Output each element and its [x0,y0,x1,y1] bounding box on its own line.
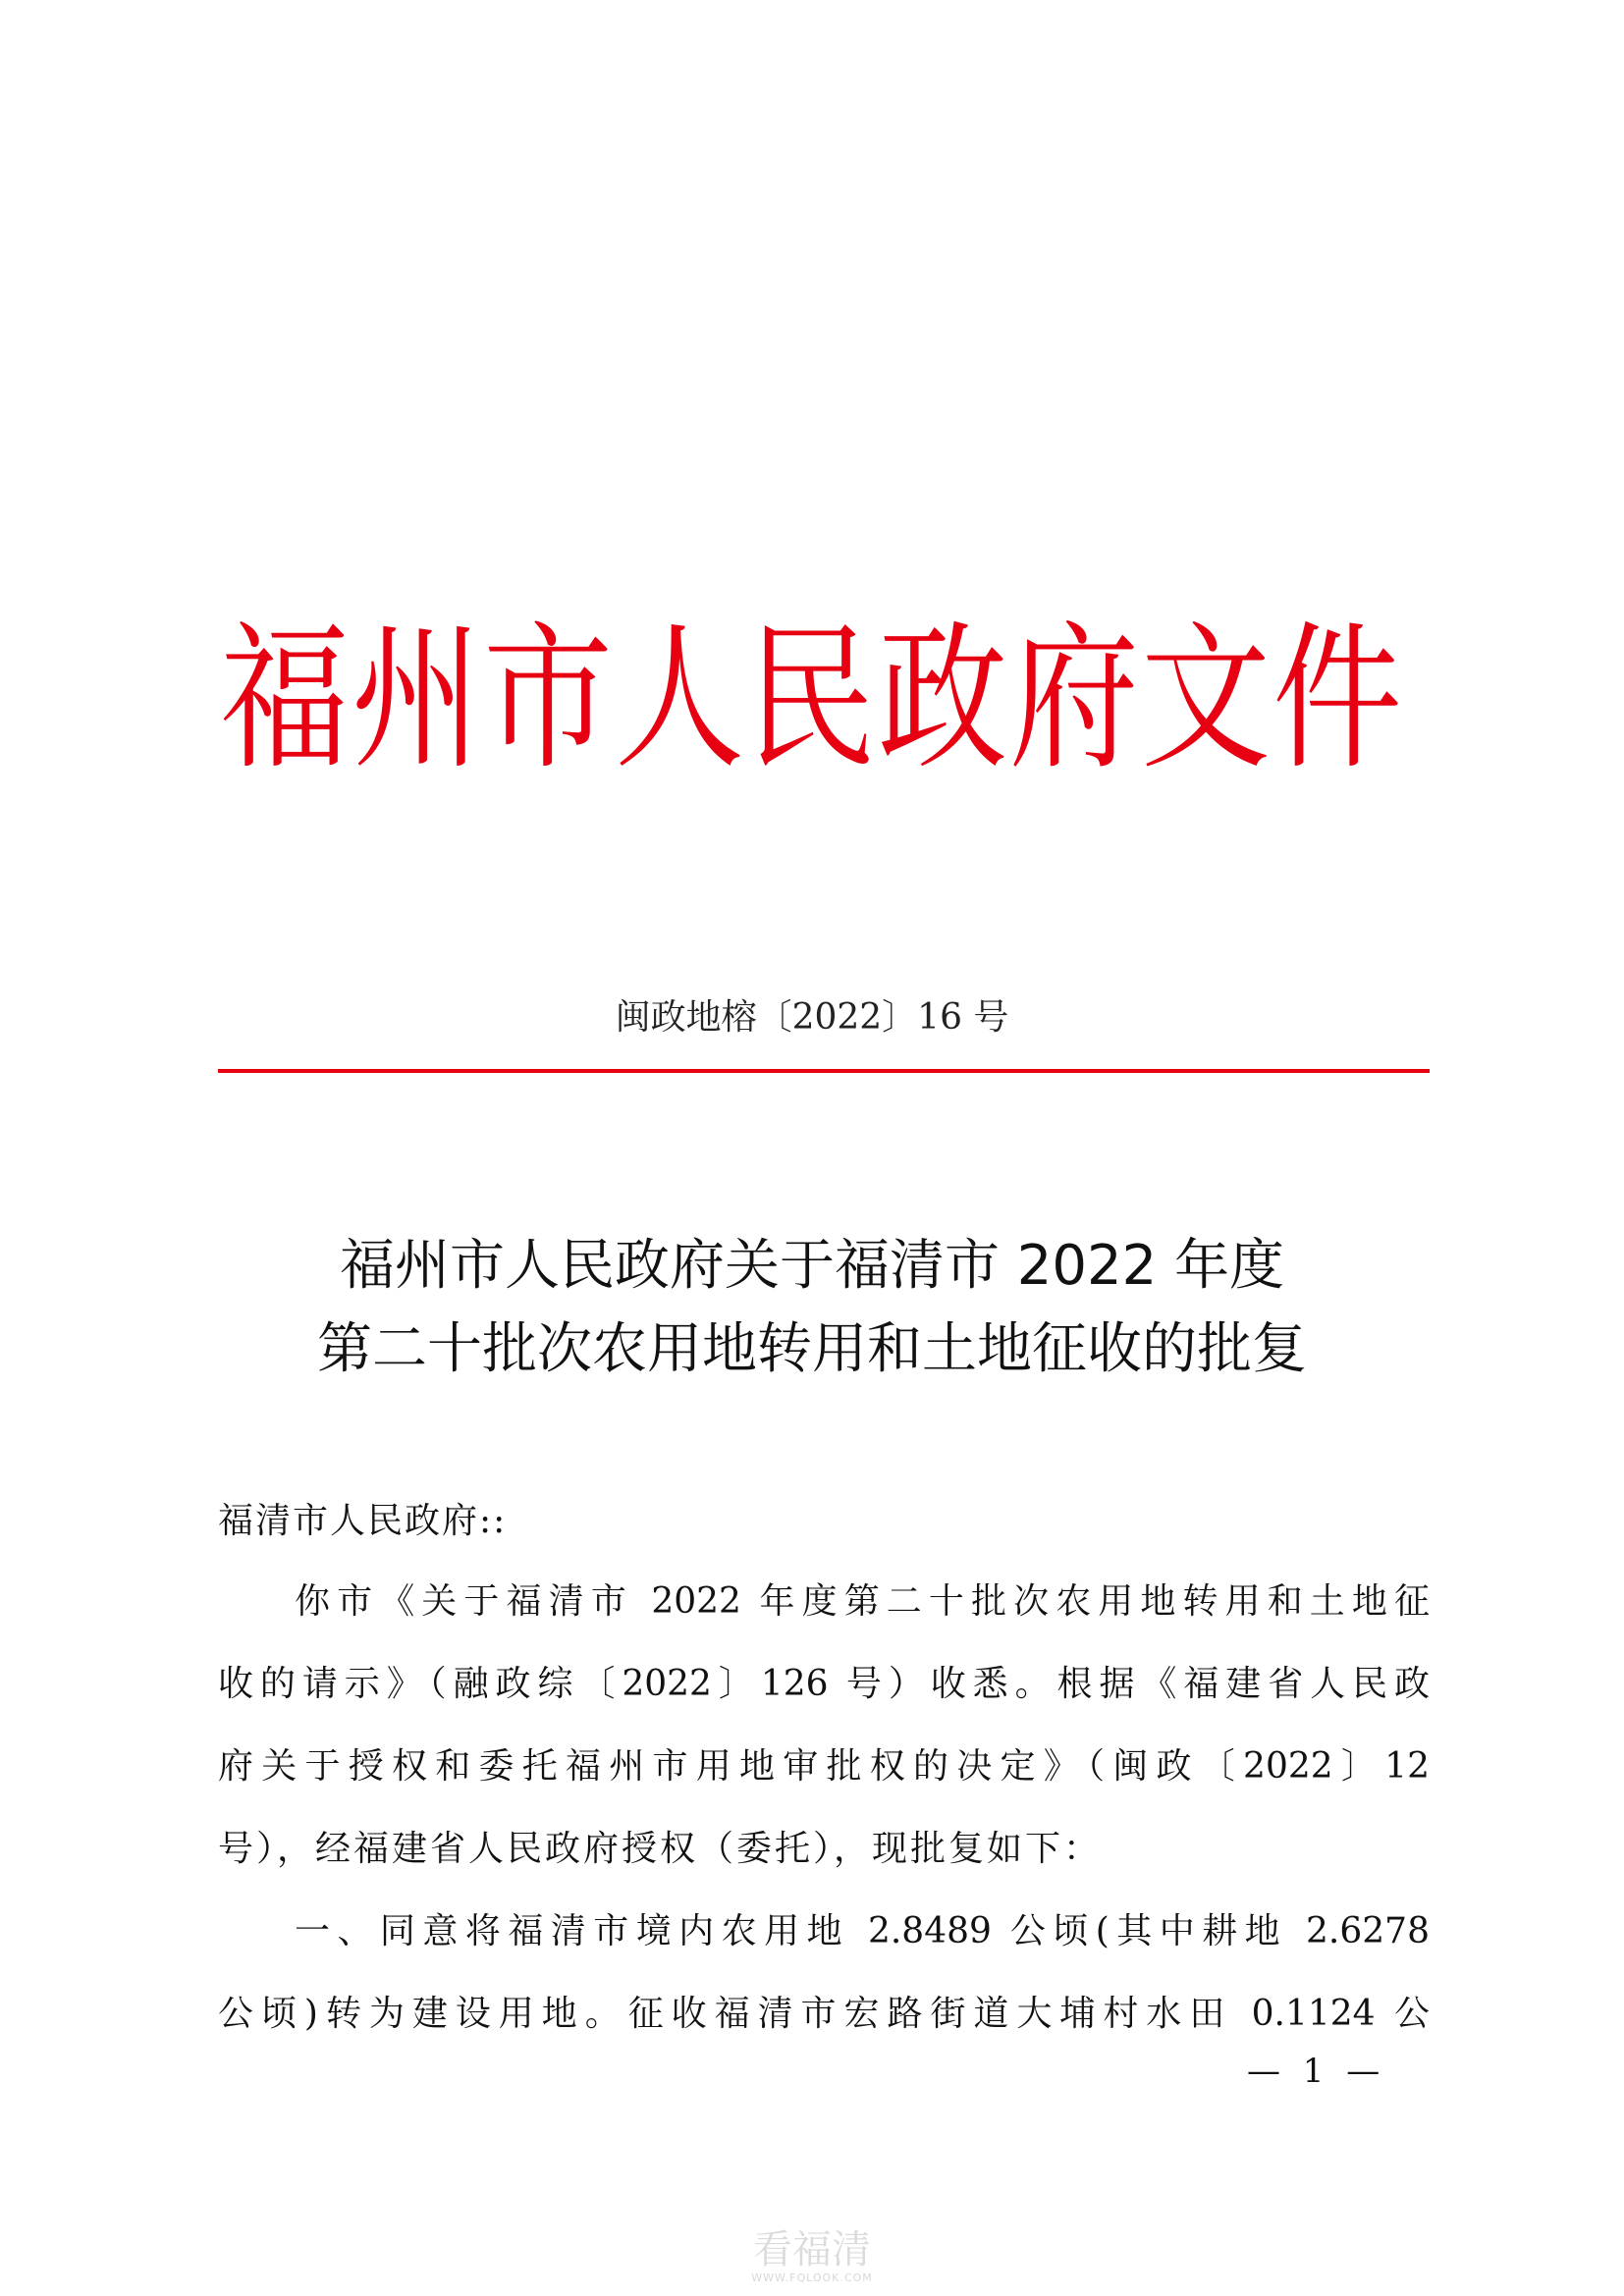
site-watermark [0,2228,1624,2285]
document-title-line-2: 第二十批次农用地转用和土地征收的批复 [317,1317,1307,1381]
salutation: 福清市人民政府:: [218,1501,508,1541]
watermark-logo-text: 看福清 [753,2227,871,2272]
body-line: 公顷)转为建设用地。征收福清市宏路街道大埔村水田 0.1124 公 [218,1994,1430,2034]
body-line: 号），经福建省人民政府授权（委托），现批复如下： [218,1829,1103,1869]
watermark-url: WWW.FQLOOK.COM [751,2271,873,2284]
body-line: 你市《关于福清市 2022 年度第二十批次农用地转用和土地征 [295,1581,1430,1622]
body-line: 一、同意将福清市境内农用地 2.8489 公顷(其中耕地 2.6278 [295,1911,1430,1951]
masthead-title: 福州市人民政府文件 [220,607,1404,792]
body-line: 收的请示》（融政综〔2022〕126 号）收悉。根据《福建省人民政 [218,1664,1430,1704]
document-title-line-1: 福州市人民政府关于福清市 2022 年度 [339,1234,1285,1298]
body-line: 府关于授权和委托福州市用地审批权的决定》（闽政〔2022〕12 [218,1746,1430,1787]
page-number: — 1 — [1247,2052,1386,2091]
red-separator-line [218,1069,1430,1073]
document-number: 闽政地榕〔2022〕16 号 [615,997,1009,1038]
